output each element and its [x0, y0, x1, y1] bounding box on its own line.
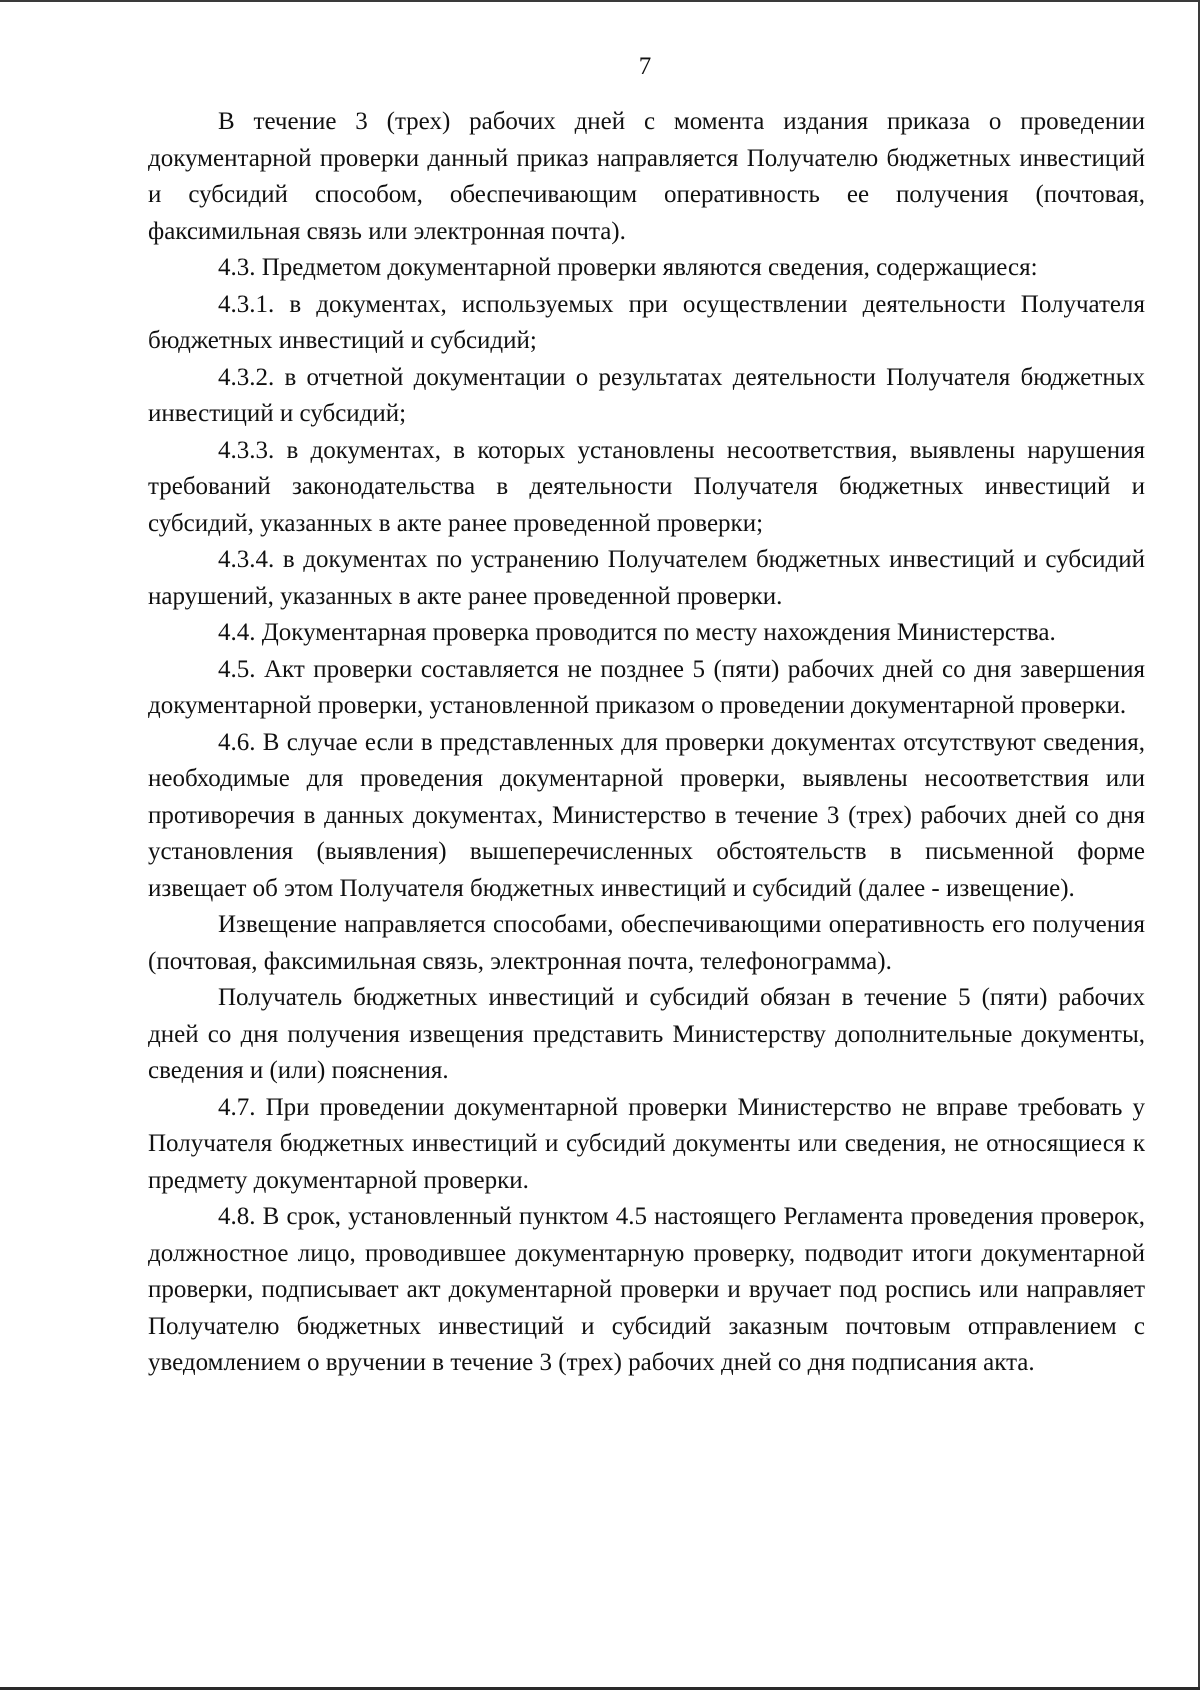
document-body — [148, 104, 1145, 1382]
paragraph-recipient-obligation: Получатель бюджетных инвестиций и субсидий обязан в течение 5 (пяти) рабочих дней со дня получения извещения представить Министерству дополнительные документы, сведения и (или) пояснения. — [148, 984, 1145, 1084]
paragraph-4-5: 4.5. Акт проверки составляется не позднее 5 (пяти) рабочих дней со дня завершения документарной проверки, установленной приказом о проведении документарной проверки. — [148, 655, 1145, 719]
paragraph-notice-methods: Извещение направляется способами, обеспечивающими оперативность его получения (почтовая, факсимильная связь, электронная почта, телефонограмма). — [148, 911, 1145, 975]
paragraph-4-6: 4.6. В случае если в представленных для проверки документах отсутствуют сведения, необходимые для проведения документарной проверки, выявлены несоответствия или противоречия в данных документах, Министерство в течение 3 (трех) рабочих дней со дня установления (выявления) вышеперечисленных обстоятельств в письменной форме извещает об этом Получателя бюджетных инвестиций и субсидий (далее - извещение). — [148, 728, 1145, 902]
paragraph-4-8: 4.8. В срок, установленный пунктом 4.5 настоящего Регламента проведения проверок, должностное лицо, проводившее документарную проверку, подводит итоги документарной проверки, подписывает акт документарной проверки и вручает под роспись или направляет Получателю бюджетных инвестиций и субсидий заказным почтовым отправлением с уведомлением о вручении в течение 3 (трех) рабочих дней со дня подписания акта. — [148, 1203, 1145, 1376]
paragraph-4-7: 4.7. При проведении документарной проверки Министерство не вправе требовать у Получателя бюджетных инвестиций и субсидий документы или сведения, не относящиеся к предмету документарной проверки. — [148, 1093, 1145, 1194]
paragraph-4-3-2: 4.3.2. в отчетной документации о результатах деятельности Получателя бюджетных инвестиций и субсидий; — [148, 363, 1145, 427]
paragraph-4-3: 4.3. Предметом документарной проверки являются сведения, содержащиеся: — [218, 254, 1038, 281]
page-number: 7 — [638, 53, 652, 80]
paragraph-4-3-3: 4.3.3. в документах, в которых установлены несоответствия, выявлены нарушения требований законодательства в деятельности Получателя бюджетных инвестиций и субсидий, указанных в акте ранее проведенной проверки; — [148, 436, 1145, 537]
paragraph-4-3-1: 4.3.1. в документах, используемых при осуществлении деятельности Получателя бюджетных инвестиций и субсидий; — [148, 290, 1145, 354]
paragraph-4-4: 4.4. Документарная проверка проводится по месту нахождения Министерства. — [218, 619, 1056, 646]
paragraph-notice-delivery: В течение 3 (трех) рабочих дней с момента издания приказа о проведении документарной проверки данный приказ направляется Получателю бюджетных инвестиций и субсидий способом, обеспечивающим оперативность ее получения (почтовая, факсимильная связь или электронная почта). — [148, 108, 1145, 245]
paragraph-4-3-4: 4.3.4. в документах по устранению Получателем бюджетных инвестиций и субсидий нарушений, указанных в акте ранее проведенной проверки. — [148, 546, 1145, 610]
scan-edge-top — [0, 0, 1200, 2]
